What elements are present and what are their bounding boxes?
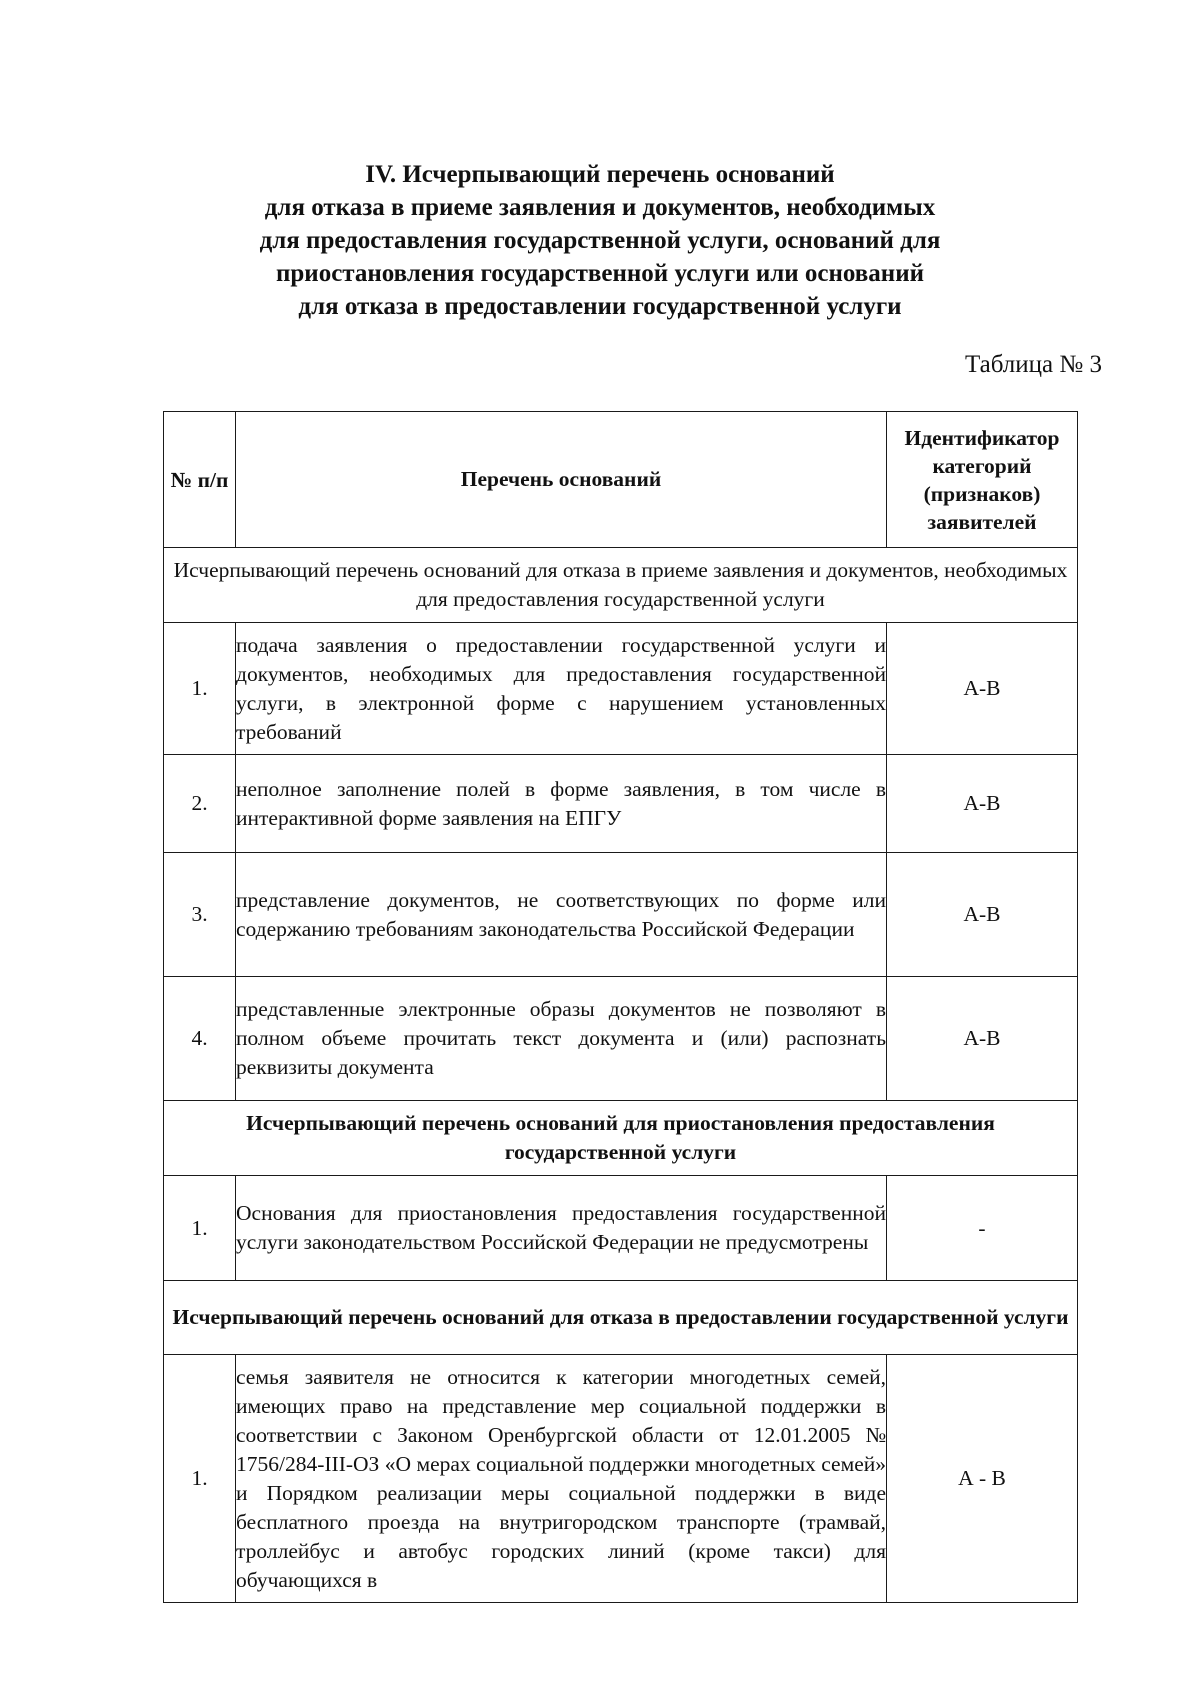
row-text: Основания для приостановления предоставления государственной услуги законодательством Российской Федерации не предусмотрены <box>236 1176 887 1281</box>
table-row <box>164 853 1078 977</box>
section-title-refusal: Исчерпывающий перечень оснований для отказа в предоставлении государственной услуги <box>164 1281 1078 1355</box>
row-number: 1. <box>164 623 236 755</box>
row-text: представление документов, не соответствующих по форме или содержанию требованиям законодательства Российской Федерации <box>236 853 887 977</box>
table-header-row <box>164 412 1078 548</box>
table-row <box>164 1176 1078 1281</box>
row-text: неполное заполнение полей в форме заявления, в том числе в интерактивной форме заявления на ЕПГУ <box>236 755 887 853</box>
heading-line: для предоставления государственной услуги, оснований для <box>259 227 941 254</box>
row-text: семья заявителя не относится к категории многодетных семей, имеющих право на представление мер социальной поддержки в соответствии с Законом Оренбургской области от 12.01.2005 № 1756/284-III-ОЗ «О мерах социальной поддержки многодетных семей» и Порядком реализации меры социальной поддержки в виде бесплатного проезда на внутригородском транспорте (трамвай, троллейбус и автобус городских линий (кроме такси) для обучающихся в <box>236 1355 887 1603</box>
table-row <box>164 623 1078 755</box>
heading-line: IV. Исчерпывающий перечень оснований <box>365 161 835 188</box>
section-title-intake: Исчерпывающий перечень оснований для отказа в приеме заявления и документов, необходимых для предоставления государственной услуги <box>164 548 1078 623</box>
row-number: 2. <box>164 755 236 853</box>
row-identifier: А-В <box>887 977 1078 1101</box>
section-title-suspension: Исчерпывающий перечень оснований для приостановления предоставления государственной услуги <box>164 1101 1078 1176</box>
row-text: представленные электронные образы документов не позволяют в полном объеме прочитать текст документа и (или) распознать реквизиты документа <box>236 977 887 1101</box>
header-grounds: Перечень оснований <box>236 412 887 548</box>
row-identifier: А - В <box>887 1355 1078 1603</box>
row-identifier: А-В <box>887 755 1078 853</box>
header-number: № п/п <box>164 412 236 548</box>
row-identifier: А-В <box>887 623 1078 755</box>
header-identifier: Идентификатор категорий (признаков) заявителей <box>887 412 1078 548</box>
table-label: Таблица № 3 <box>964 351 1102 378</box>
section-row-intake <box>164 548 1078 623</box>
section-heading <box>0 158 1200 323</box>
table-row <box>164 755 1078 853</box>
section-row-suspension <box>164 1101 1078 1176</box>
row-number: 1. <box>164 1355 236 1603</box>
row-number: 4. <box>164 977 236 1101</box>
row-number: 3. <box>164 853 236 977</box>
row-number: 1. <box>164 1176 236 1281</box>
table-row <box>164 977 1078 1101</box>
row-identifier: - <box>887 1176 1078 1281</box>
heading-line: приостановления государственной услуги или оснований <box>276 260 924 287</box>
heading-line: для отказа в предоставлении государственной услуги <box>298 293 902 320</box>
row-text: подача заявления о предоставлении государственной услуги и документов, необходимых для предоставления государственной услуги, в электронной форме с нарушением установленных требований <box>236 623 887 755</box>
heading-line: для отказа в приеме заявления и документов, необходимых <box>264 194 936 221</box>
section-row-refusal <box>164 1281 1078 1355</box>
row-identifier: А-В <box>887 853 1078 977</box>
grounds-table <box>163 411 1078 1603</box>
table-row <box>164 1355 1078 1603</box>
